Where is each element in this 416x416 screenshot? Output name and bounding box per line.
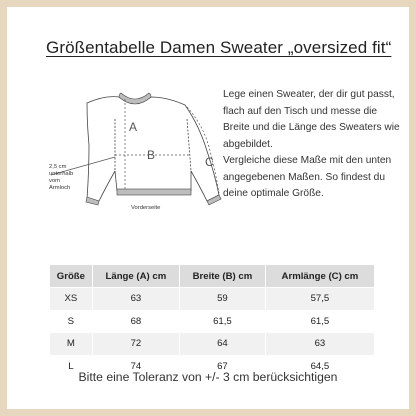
armhole-note-line: Armloch [49,185,71,191]
armhole-note-line: unterhalb [49,171,74,177]
tolerance-note: Bitte eine Toleranz von +/- 3 cm berücksichtigen [78,370,338,384]
label-c: C [205,155,214,169]
column-header: Breite (B) cm [180,265,266,288]
table-cell: 63 [92,288,179,311]
size-table [49,264,375,378]
table-cell: 63 [265,333,374,356]
label-a: A [129,120,138,134]
column-header: Länge (A) cm [92,265,179,288]
table-header-row [50,265,375,288]
table-row [50,333,375,356]
table-cell: 64,5 [265,355,374,378]
armhole-note-line: vom [49,178,60,184]
column-header: Armlänge (C) cm [265,265,374,288]
table-cell: 74 [92,355,179,378]
table-row [50,310,375,333]
table-cell: 67 [180,355,266,378]
diagram-caption: Vorderseite [131,205,161,211]
table-cell: L [50,355,93,378]
table-cell: 59 [180,288,266,311]
instructions-paragraph-1: Lege einen Sweater, der dir gut passt, flach auf den Tisch und messe die Breite und die Länge des Sweaters wie abgebildet. [223,89,400,150]
armhole-note-line: 2,5 cm [49,164,67,170]
table-cell: 64 [180,333,266,356]
column-header: Größe [50,265,93,288]
instructions [223,87,401,203]
table-cell: M [50,333,93,356]
label-b: B [147,148,156,162]
table-cell: XS [50,288,93,311]
table-cell: 68 [92,310,179,333]
table-cell: 72 [92,333,179,356]
sweater-diagram [27,85,227,215]
page-title: Größentabelle Damen Sweater „oversized fit“ [46,38,392,57]
armhole-note [49,164,89,192]
table-cell: S [50,310,93,333]
table-cell: 57,5 [265,288,374,311]
table-cell: 61,5 [180,310,266,333]
instructions-paragraph-2: Vergleiche diese Maße mit den unten angegebenen Maßen. So findest du deine optimale Größe. [223,155,392,199]
table-cell: 61,5 [265,310,374,333]
size-chart-card [7,7,409,409]
table-row [50,288,375,311]
